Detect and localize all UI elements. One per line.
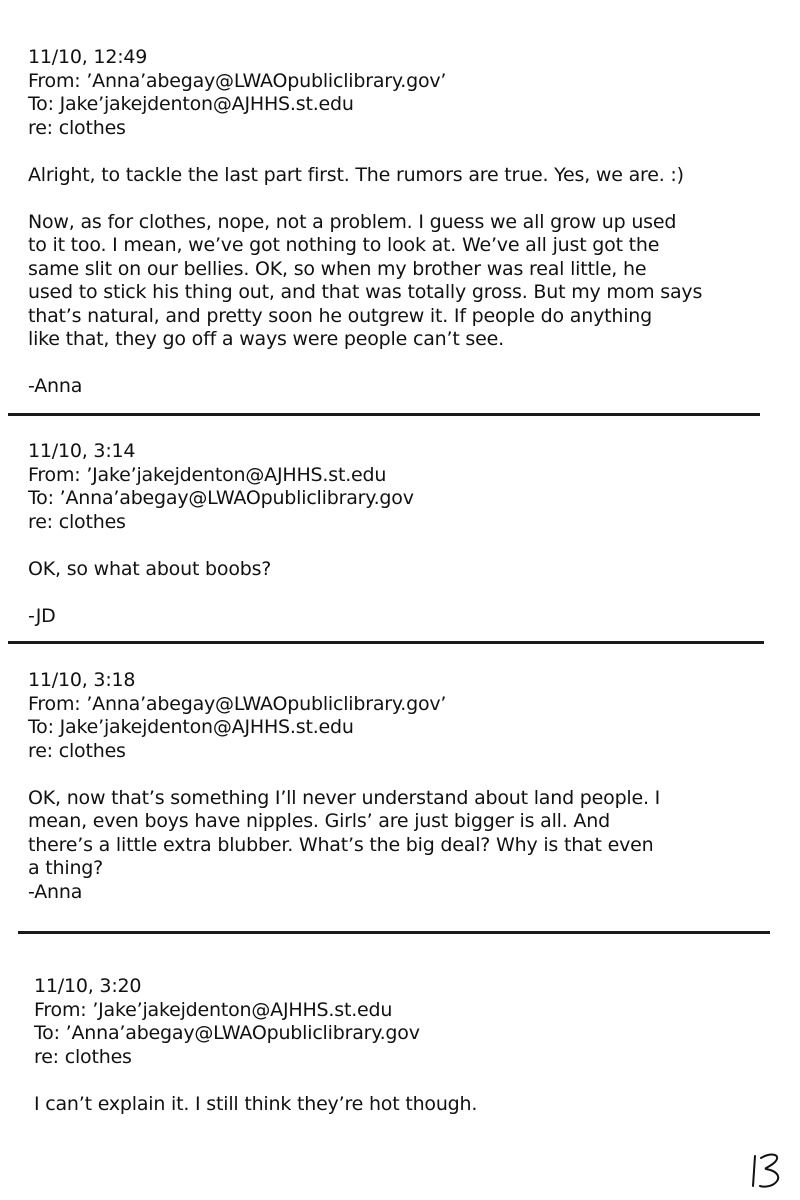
email-body-line: mean, even boys have nipples. Girls’ are just bigger is all. And [28,810,610,832]
email-from: From: ’Anna’abegay@LWAOpubliclibrary.gov’ [28,692,447,715]
email-to: To: ’Anna’abegay@LWAOpubliclibrary.gov [28,487,414,509]
email-body-line: like that, they go off a ways were people can’t see. [28,328,504,350]
divider-line [18,931,770,934]
email-body-line: OK, so what about boobs? [28,557,272,580]
email-signature: -Anna [28,375,83,397]
email-to: To: Jake’jakejdenton@AJHHS.st.edu [28,93,354,115]
email-from: From: ’Jake’jakejdenton@AJHHS.st.edu [28,463,387,486]
email-body-line: used to stick his thing out, and that was totally gross. But my mom says [28,281,703,303]
email-body-line: there’s a little extra blubber. What’s the big deal? Why is that even [28,833,654,856]
divider-line [8,641,764,644]
email-date: 11/10, 12:49 [28,46,148,68]
email-date: 11/10, 3:14 [28,440,136,462]
email-from: From: ’Jake’jakejdenton@AJHHS.st.edu [34,998,393,1021]
email-subject: re: clothes [28,116,126,139]
page-number [748,1148,788,1192]
email-signature: -JD [28,604,56,627]
email-message-3 [28,669,768,904]
email-date: 11/10, 3:18 [28,669,136,691]
email-body-line: same slit on our bellies. OK, so when my brother was real little, he [28,257,647,280]
email-body-line: that’s natural, and pretty soon he outgrew it. If people do anything [28,304,653,327]
email-subject: re: clothes [34,1045,132,1068]
email-body-line: OK, now that’s something I’ll never understand about land people. I [28,786,661,809]
email-signature: -Anna [28,880,83,903]
email-body-line: Alright, to tackle the last part first. The rumors are true. Yes, we are. :) [28,163,684,186]
email-message-2 [28,440,768,628]
email-body-line: to it too. I mean, we’ve got nothing to look at. We’ve all just got the [28,234,660,256]
email-to: To: Jake’jakejdenton@AJHHS.st.edu [28,716,354,738]
email-body-line: Now, as for clothes, nope, not a problem. I guess we all grow up used [28,210,677,233]
email-to: To: ’Anna’abegay@LWAOpubliclibrary.gov [34,1022,420,1044]
email-subject: re: clothes [28,510,126,533]
email-body-line: I can’t explain it. I still think they’re hot though. [34,1092,478,1115]
email-body-line: a thing? [28,857,104,879]
email-message-1 [28,46,768,399]
email-message-4 [34,975,774,1116]
email-from: From: ’Anna’abegay@LWAOpubliclibrary.gov’ [28,69,447,92]
email-date: 11/10, 3:20 [34,975,142,997]
email-subject: re: clothes [28,739,126,762]
divider-line [8,413,760,416]
page-number-handwritten [748,1148,788,1192]
